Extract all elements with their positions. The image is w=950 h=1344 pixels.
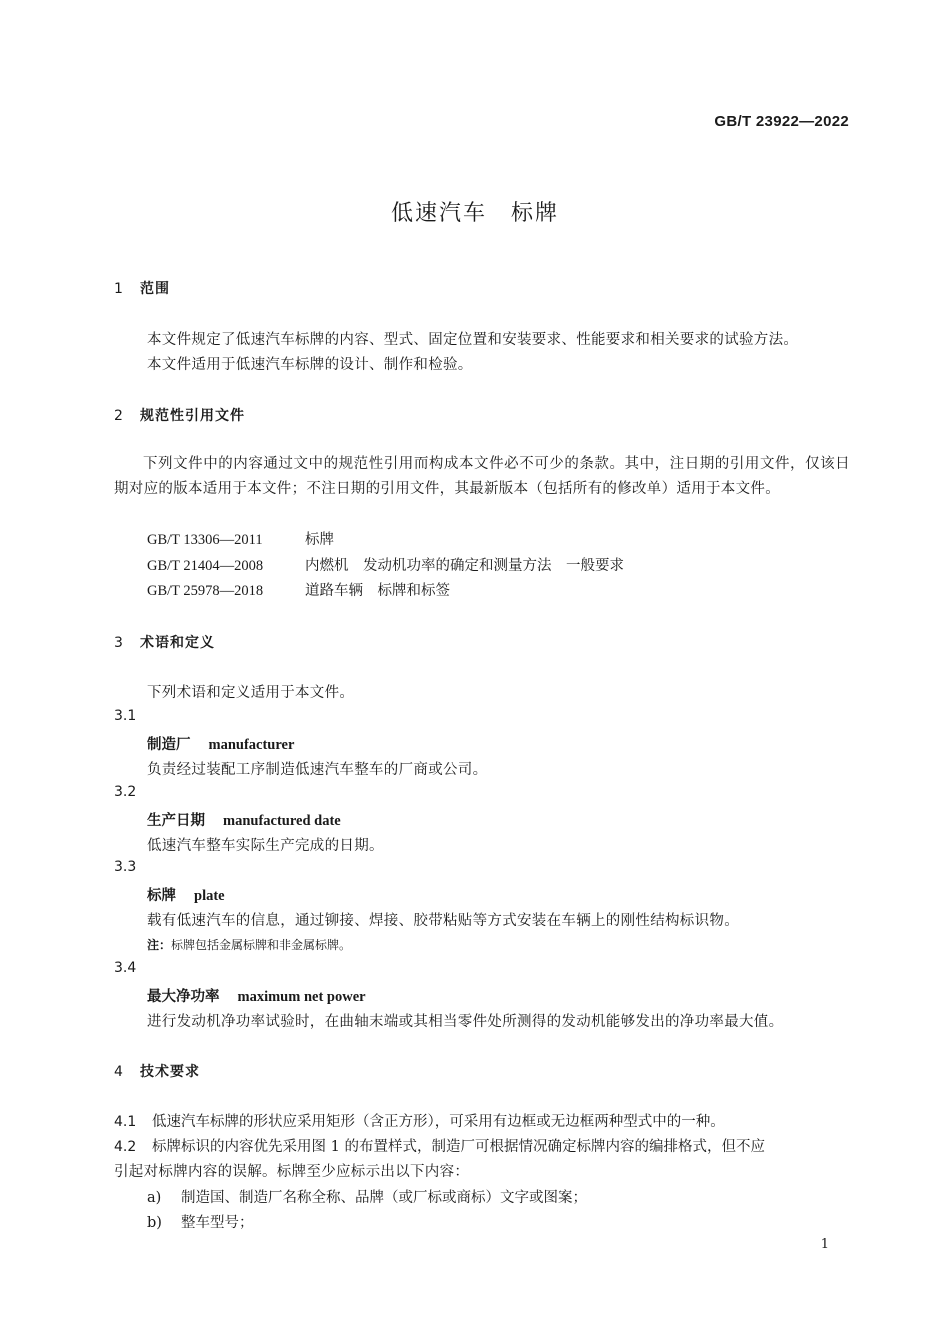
reference-item — [147, 554, 624, 575]
section-number: 1 — [114, 281, 124, 297]
term-number: 3.4 — [114, 960, 137, 976]
list-item — [147, 1211, 254, 1232]
standard-code: GB/T 23922—2022 — [714, 113, 849, 130]
paragraph: 下列文件中的内容通过文中的规范性引用而构成本文件必不可少的条款。其中，注日期的引用文件，仅该日期对应的版本适用于本文件；不注日期的引用文件，其最新版本（包括所有的修改单）适用于本文件。 — [114, 456, 850, 497]
term-definition: 低速汽车整车实际生产完成的日期。 — [147, 838, 384, 854]
section-3-heading — [114, 632, 215, 652]
list-label: b) — [147, 1215, 162, 1231]
list-item — [147, 1186, 587, 1207]
document-title: 低速汽车 标牌 — [390, 201, 559, 226]
section-title: 技术要求 — [140, 1064, 200, 1080]
reference-item — [147, 528, 334, 549]
term-en: manufacturer — [208, 737, 295, 753]
section-number: 3 — [114, 635, 124, 651]
reference-title: 道路车辆 标牌和标签 — [305, 583, 450, 599]
term-en: plate — [194, 888, 225, 904]
reference-item — [147, 579, 450, 600]
section-2-heading — [114, 405, 245, 425]
paragraph: 本文件适用于低速汽车标牌的设计、制作和检验。 — [147, 357, 473, 373]
section-1-heading — [114, 278, 170, 298]
clause-4-2 — [114, 1135, 765, 1156]
section-title: 规范性引用文件 — [140, 408, 245, 424]
section-4-heading — [114, 1061, 200, 1081]
clause-text-continued: 引起对标牌内容的误解。标牌至少应标示出以下内容： — [114, 1164, 470, 1180]
list-text: 整车型号； — [181, 1215, 254, 1231]
term-heading — [147, 884, 225, 905]
term-definition: 进行发动机净功率试验时，在曲轴末端或其相当零件处所测得的发动机能够发出的净功率最大值。 — [147, 1014, 784, 1030]
clause-4-1 — [114, 1110, 725, 1131]
list-text: 制造国、制造厂名称全称、品牌（或厂标或商标）文字或图案； — [181, 1190, 587, 1206]
term-number: 3.1 — [114, 708, 137, 724]
term-definition: 负责经过装配工序制造低速汽车整车的厂商或公司。 — [147, 762, 488, 778]
list-label: a) — [147, 1190, 162, 1206]
paragraph: 下列术语和定义适用于本文件。 — [147, 685, 355, 701]
section-number: 2 — [114, 408, 124, 424]
page-number: 1 — [820, 1237, 829, 1252]
reference-title: 内燃机 发动机功率的确定和测量方法 一般要求 — [305, 558, 624, 574]
clause-number: 4.1 — [114, 1114, 137, 1130]
reference-code: GB/T 25978—2018 — [147, 583, 264, 599]
paragraph: 本文件规定了低速汽车标牌的内容、型式、固定位置和安装要求、性能要求和相关要求的试验方法。 — [147, 332, 799, 348]
reference-title: 标牌 — [305, 532, 334, 548]
term-cn: 生产日期 — [147, 813, 205, 829]
reference-code: GB/T 21404—2008 — [147, 558, 264, 574]
note-text: 标牌包括金属标牌和非金属标牌。 — [171, 938, 352, 952]
term-heading — [147, 809, 341, 830]
section-title: 术语和定义 — [140, 635, 215, 651]
section-number: 4 — [114, 1064, 124, 1080]
reference-code: GB/T 13306—2011 — [147, 532, 263, 548]
term-heading — [147, 733, 294, 754]
clause-text: 标牌标识的内容优先采用图 1 的布置样式，制造厂可根据情况确定标牌内容的编排格式，但不应 — [152, 1139, 765, 1155]
term-heading — [147, 985, 366, 1006]
term-note — [147, 936, 351, 953]
term-number: 3.3 — [114, 859, 137, 875]
term-cn: 标牌 — [147, 888, 176, 904]
clause-text: 低速汽车标牌的形状应采用矩形（含正方形），可采用有边框或无边框两种型式中的一种。 — [152, 1114, 725, 1130]
term-cn: 制造厂 — [147, 737, 191, 753]
term-definition: 载有低速汽车的信息，通过铆接、焊接、胶带粘贴等方式安装在车辆上的刚性结构标识物。 — [147, 913, 739, 929]
term-number: 3.2 — [114, 784, 137, 800]
note-label: 注： — [147, 938, 172, 952]
term-cn: 最大净功率 — [147, 989, 220, 1005]
section-title: 范围 — [140, 281, 170, 297]
term-en: maximum net power — [237, 989, 366, 1005]
clause-number: 4.2 — [114, 1139, 137, 1155]
term-en: manufactured date — [223, 813, 341, 829]
